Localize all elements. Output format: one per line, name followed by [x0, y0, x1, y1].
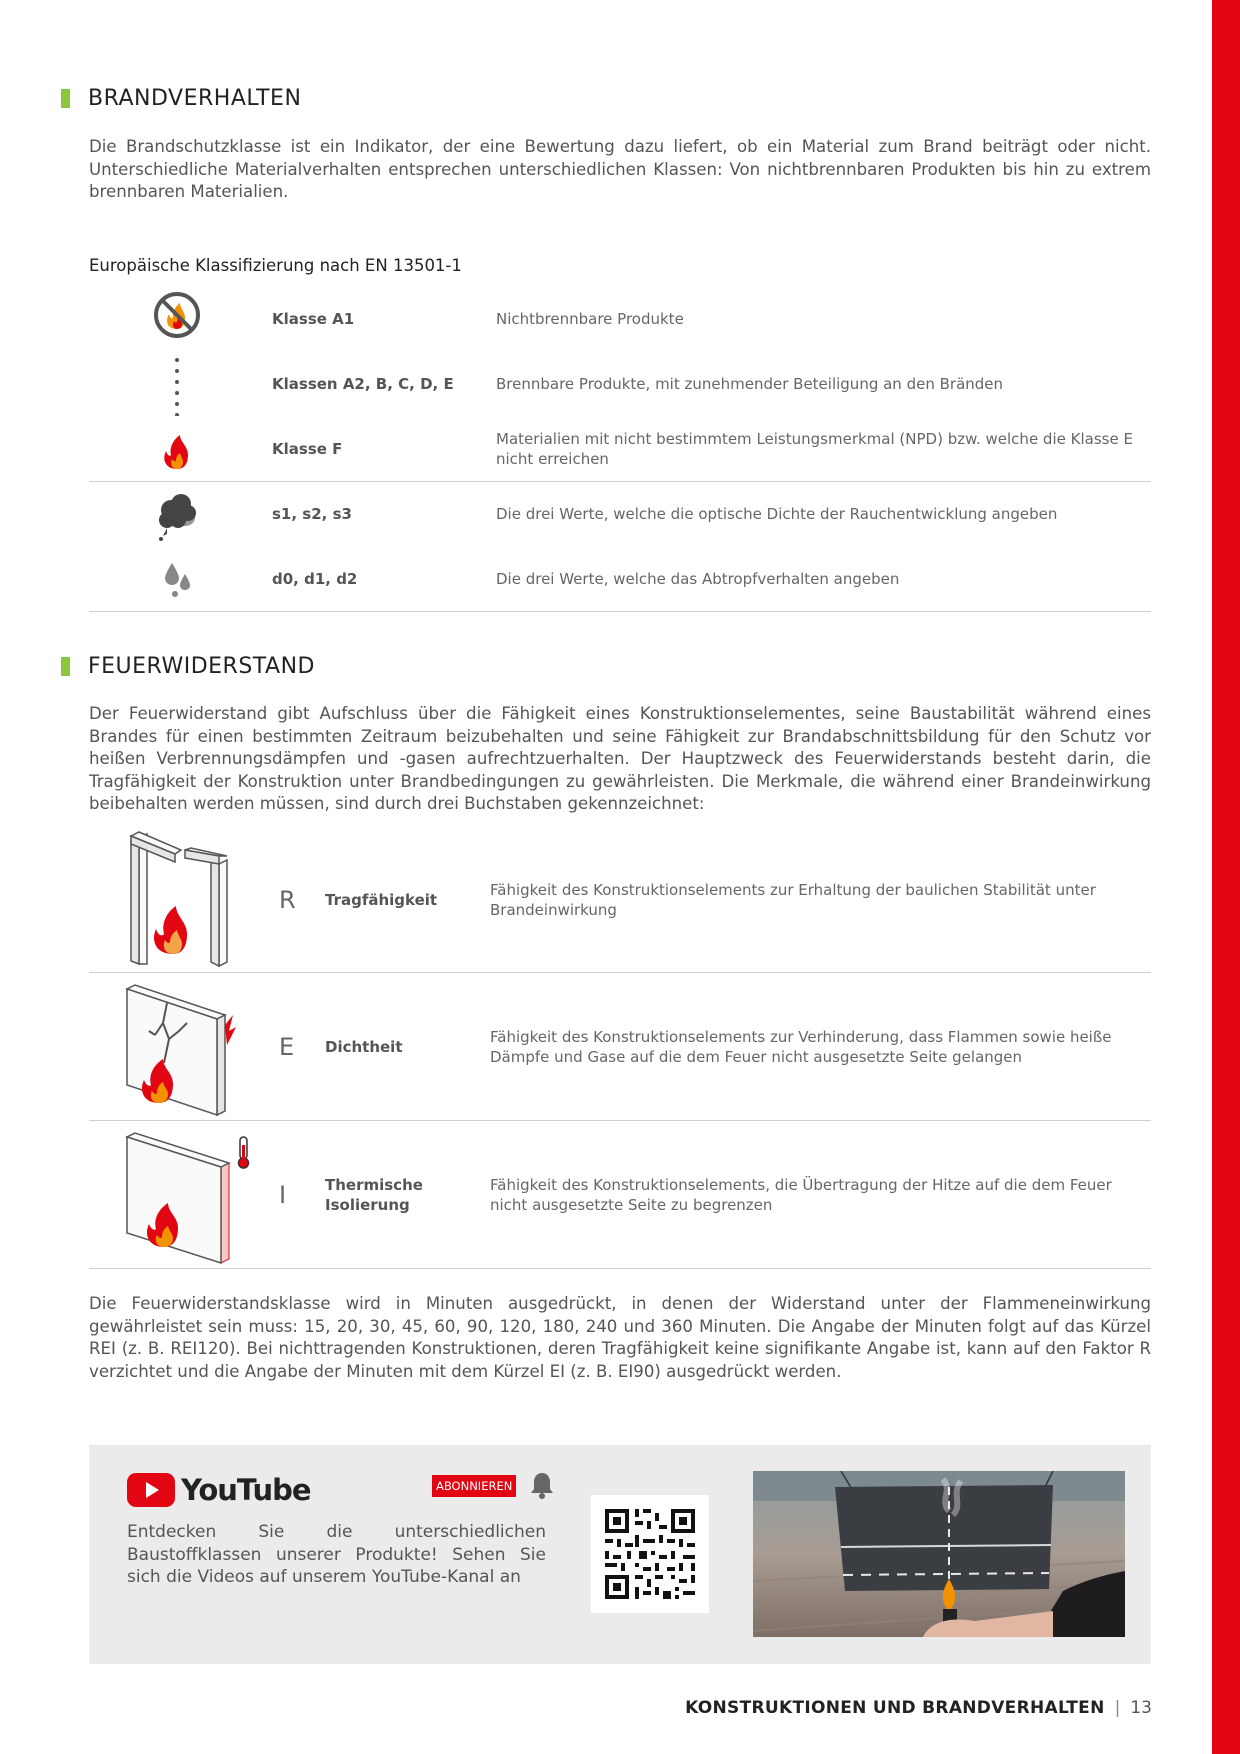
fire-outro-paragraph: Die Feuerwiderstandsklasse wird in Minuten ausgedrückt, in denen der Widerstand unter der Flammeneinwirkung gewährleistet sein muss: 15, 20, 30, 45, 60, 90, 120, 180, 240 und 360 Minuten. Die Angabe der Minuten folgt auf das Kürzel REI (z. B. REI120). Bei nichttragenden Konstruktionen, deren Tragfähigkeit keine signifikante Angabe ist, kann auf den Faktor R verzichtet und die Angabe der Minuten mit dem Kürzel EI (z. B. EI90) ausgedrückt werden. — [89, 1294, 1151, 1381]
youtube-promo-box — [89, 1445, 1151, 1664]
video-thumbnail[interactable] — [753, 1471, 1125, 1637]
divider — [89, 611, 1151, 612]
section-heading-brandverhalten — [61, 86, 301, 111]
dotted-line-icon — [145, 352, 209, 416]
fire-intro-paragraph: Der Feuerwiderstand gibt Aufschluss über die Fähigkeit eines Konstruktionselementes, seine Baustabilität während eines Brandes für einen bestimmten Zeitraum beizubehalten und seine Fähigkeit zur Brandabschnittsbildung für den Schutz vor heißen Verbrennungsdämpfen und -gasen aufrechtzuerhalten. Der Hauptzweck des Feuerwiderstands besteht darin, die Tragfähigkeit der Konstruktion unter Brandbedingungen zu gewährleisten. Die Merkmale, die während einer Brandeinwirkung beibehalten werden müssen, sind durch drei Buchstaben gekennzeichnet: — [89, 704, 1151, 813]
class-row-smoke — [89, 482, 1151, 546]
class-row-f — [89, 417, 1151, 481]
frame-collapse-icon — [109, 826, 259, 973]
class-row-droplets — [89, 547, 1151, 611]
smoke-cloud-icon — [145, 482, 209, 546]
section-title: FEUERWIDERSTAND — [88, 654, 315, 679]
class-row-a2-e — [89, 352, 1151, 416]
fire-letter: R — [279, 885, 296, 914]
cracked-wall-icon — [109, 973, 259, 1120]
class-label: Klassen A2, B, C, D, E — [272, 375, 454, 393]
brand-intro-paragraph: Die Brandschutzklasse ist ein Indikator, der eine Bewertung dazu liefert, ob ein Material zum Brand beiträgt oder nicht. Unterschiedliche Materialverhalten entsprechen unterschiedlichen Klassen: Von nichtbrennbaren Produkten bis hin zu extrem brennbaren Materialien. — [89, 137, 1151, 201]
fire-label: Dichtheit — [325, 1037, 403, 1056]
thermometer-wall-icon — [109, 1121, 259, 1268]
fire-label-line: Isolierung — [325, 1195, 410, 1214]
section-marker — [61, 89, 70, 108]
youtube-logo-text: YouTube — [181, 1473, 311, 1507]
no-fire-icon — [145, 287, 209, 351]
youtube-play-icon — [127, 1473, 175, 1507]
fire-description: Fähigkeit des Konstruktionselements zur Verhinderung, dass Flammen sowie heiße Dämpfe und Gase auf die dem Feuer nicht ausgesetzte Seite gelangen — [490, 1027, 1112, 1066]
qr-code-icon[interactable] — [591, 1495, 709, 1613]
droplets-icon — [145, 547, 209, 611]
section-marker — [61, 657, 70, 676]
section-heading-feuerwiderstand — [61, 654, 315, 679]
fire-label — [325, 1121, 423, 1268]
fire-letter: E — [279, 1032, 295, 1061]
fire-row-r — [89, 826, 1151, 973]
flame-icon — [145, 417, 209, 481]
fire-letter: I — [279, 1180, 287, 1209]
fire-label-line: Thermische — [325, 1175, 423, 1194]
class-description: Brennbare Produkte, mit zunehmender Beteiligung an den Bränden — [496, 375, 1004, 393]
class-description: Die drei Werte, welche das Abtropfverhalten angeben — [496, 570, 900, 588]
class-label: Klasse F — [272, 440, 343, 458]
fire-row-i — [89, 1121, 1151, 1268]
fire-description: Fähigkeit des Konstruktionselements, die Übertragung der Hitze auf die dem Feuer nicht ausgesetzte Seite zu begrenzen — [490, 1175, 1112, 1214]
subscribe-button[interactable]: ABONNIEREN — [432, 1475, 516, 1497]
fire-row-e — [89, 973, 1151, 1120]
footer-title: KONSTRUKTIONEN UND BRANDVERHALTEN — [685, 1698, 1105, 1718]
classification-subheading: Europäische Klassifizierung nach EN 13501-1 — [89, 256, 462, 275]
divider — [89, 1268, 1151, 1269]
page-number: 13 — [1130, 1698, 1152, 1718]
fire-description: Fähigkeit des Konstruktionselements zur Erhaltung der baulichen Stabilität unter Brandeinwirkung — [490, 880, 1096, 919]
class-description: Die drei Werte, welche die optische Dichte der Rauchentwicklung angeben — [496, 505, 1058, 523]
bell-icon[interactable] — [529, 1471, 555, 1501]
fire-label: Tragfähigkeit — [325, 890, 438, 909]
youtube-logo[interactable] — [127, 1473, 311, 1507]
page-footer — [685, 1698, 1152, 1718]
class-description: Materialien mit nicht bestimmtem Leistungsmerkmal (NPD) bzw. welche die Klasse E nicht erreichen — [496, 430, 1133, 468]
youtube-description: Entdecken Sie die unterschiedlichen Baustoffklassen unserer Produkte! Sehen Sie sich die Videos auf unserem YouTube-Kanal an — [127, 1522, 546, 1587]
class-row-a1 — [89, 287, 1151, 351]
class-description: Nichtbrennbare Produkte — [496, 310, 684, 328]
class-label: d0, d1, d2 — [272, 570, 358, 588]
class-label: Klasse A1 — [272, 310, 355, 328]
footer-separator: | — [1114, 1698, 1121, 1718]
edge-color-bar — [1212, 0, 1240, 1754]
class-label: s1, s2, s3 — [272, 505, 352, 523]
section-title: BRANDVERHALTEN — [88, 86, 302, 111]
